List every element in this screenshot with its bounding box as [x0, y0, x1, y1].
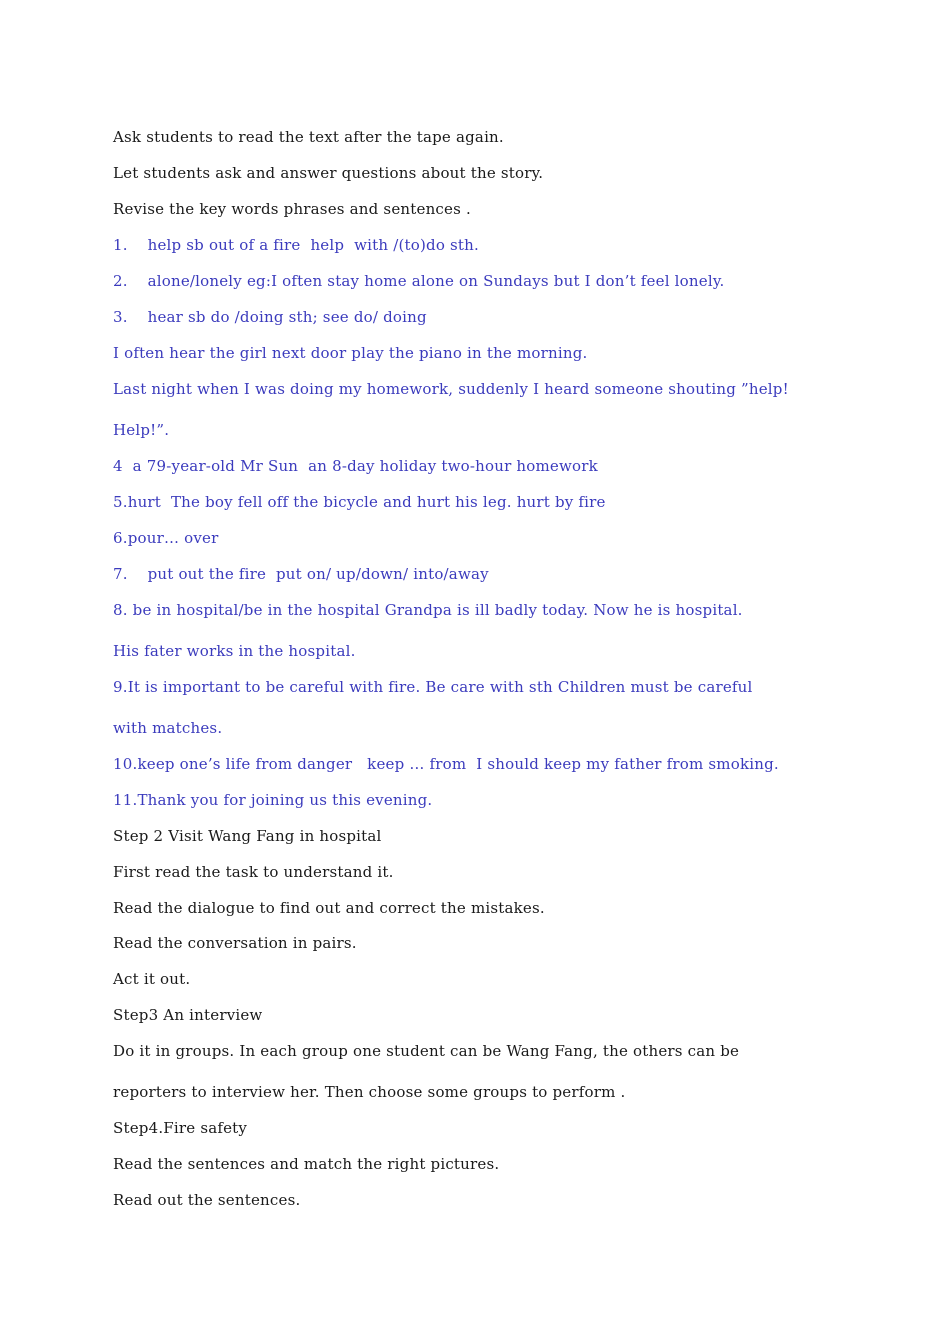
key-point-8: 8. be in hospital/be in the hospital Grandpa is ill badly today. Now he is hospital.: [113, 601, 743, 619]
key-point-2: 2. alone/lonely eg:I often stay home alone on Sundays but I don’t feel lonely.: [113, 272, 725, 290]
step-heading: Step4.Fire safety: [113, 1119, 248, 1137]
key-point-4: 4 a 79-year-old Mr Sun an 8-day holiday two-hour homework: [113, 457, 598, 475]
text-line: Read out the sentences.: [113, 1191, 301, 1209]
key-point-11: 11.Thank you for joining us this evening.: [113, 791, 433, 809]
text-line: Revise the key words phrases and sentences .: [113, 200, 471, 218]
key-point-5: 5.hurt The boy fell off the bicycle and hurt his leg. hurt by fire: [113, 493, 606, 511]
text-line: Read the conversation in pairs.: [113, 934, 357, 952]
step-heading: Step3 An interview: [113, 1006, 263, 1024]
key-point-9: 9.It is important to be careful with fire. Be care with sth Children must be careful: [113, 678, 753, 696]
key-point-7: 7. put out the fire put on/ up/down/ into/away: [113, 565, 489, 583]
text-line: Read the dialogue to find out and correct the mistakes.: [113, 899, 545, 917]
text-line: Ask students to read the text after the tape again.: [113, 128, 504, 146]
example-sentence-continued: Help!”.: [113, 421, 170, 439]
text-line: Do it in groups. In each group one student can be Wang Fang, the others can be: [113, 1042, 740, 1060]
key-point-3: 3. hear sb do /doing sth; see do/ doing: [113, 308, 427, 326]
example-sentence: Last night when I was doing my homework, suddenly I heard someone shouting ”help!: [113, 380, 789, 398]
example-sentence: I often hear the girl next door play the piano in the morning.: [113, 344, 588, 362]
text-line: Read the sentences and match the right pictures.: [113, 1155, 500, 1173]
example-sentence: His fater works in the hospital.: [113, 642, 356, 660]
key-point-10: 10.keep one’s life from danger keep … from I should keep my father from smoking.: [113, 755, 779, 773]
text-line: Let students ask and answer questions about the story.: [113, 164, 544, 182]
step-heading: Step 2 Visit Wang Fang in hospital: [113, 827, 382, 845]
text-line: reporters to interview her. Then choose some groups to perform .: [113, 1083, 626, 1101]
key-point-6: 6.pour… over: [113, 529, 219, 547]
example-sentence-continued: with matches.: [113, 719, 223, 737]
key-point-1: 1. help sb out of a fire help with /(to)do sth.: [113, 236, 479, 254]
text-line: First read the task to understand it.: [113, 863, 394, 881]
text-line: Act it out.: [113, 970, 191, 988]
